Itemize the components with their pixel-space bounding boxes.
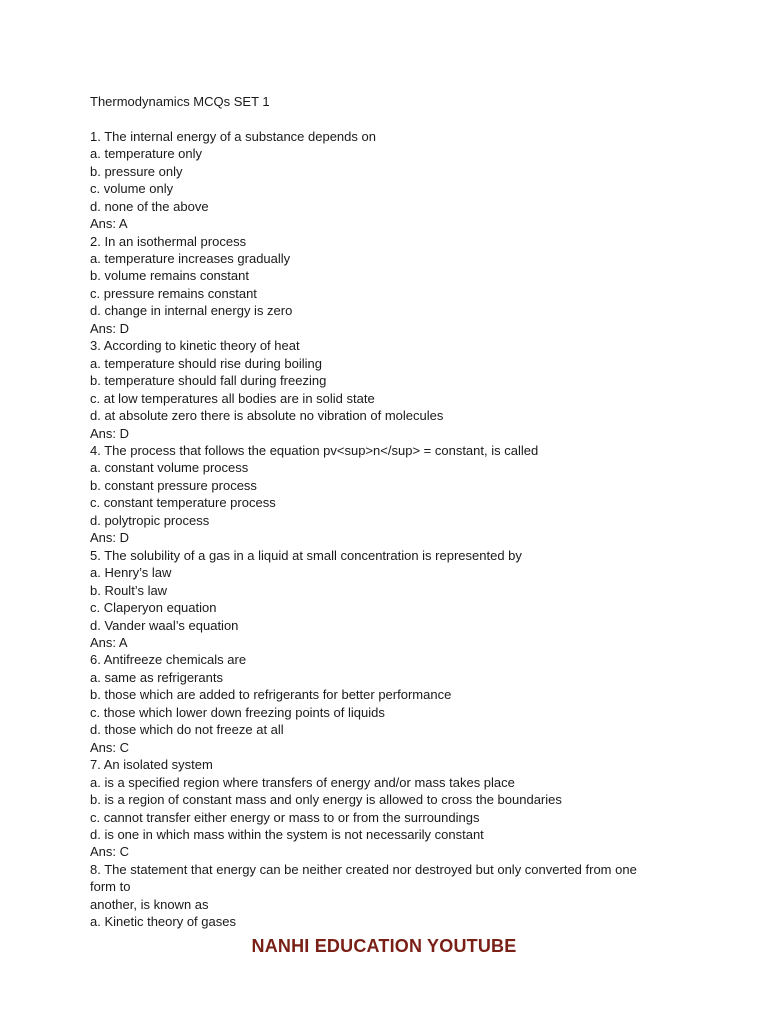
text-line: d. Vander waal’s equation [90, 617, 239, 633]
text-line: Ans: A [90, 634, 128, 650]
text-line: 4. The process that follows the equation pv<sup>n</sup> = constant, is called [90, 443, 539, 458]
text-line: d. those which do not freeze at all [90, 722, 284, 738]
text-line: c. at low temperatures all bodies are in solid state [90, 390, 375, 406]
channel-footer: NANHI EDUCATION YOUTUBE [251, 936, 517, 956]
text-line: a. temperature increases gradually [90, 251, 291, 267]
text-line: b. is a region of constant mass and only energy is allowed to cross the boundaries [90, 792, 562, 808]
text-line: c. Claperyon equation [90, 600, 217, 616]
text-line: c. cannot transfer either energy or mass to or from the surroundings [90, 809, 480, 825]
text-line: Ans: D [90, 320, 130, 336]
text-line: b. volume remains constant [90, 268, 249, 284]
text-line: b. temperature should fall during freezing [90, 373, 327, 389]
text-line: c. volume only [90, 181, 174, 197]
text-line: c. constant temperature process [90, 495, 276, 511]
text-line: 8. The statement that energy can be neither created nor destroyed but only converted from one [90, 861, 637, 877]
text-line: a. Henry’s law [90, 565, 172, 581]
text-line: a. is a specified region where transfers of energy and/or mass takes place [90, 774, 515, 790]
question-list [90, 128, 690, 931]
text-line: a. constant volume process [90, 460, 249, 476]
text-line: Ans: A [90, 216, 128, 232]
text-line: 5. The solubility of a gas in a liquid at small concentration is represented by [90, 547, 522, 563]
text-line: a. same as refrigerants [90, 669, 223, 685]
text-line: Ans: D [90, 530, 130, 546]
text-line: 3. According to kinetic theory of heat [90, 338, 300, 354]
text-line: another, is known as [90, 896, 209, 912]
text-line: a. temperature should rise during boiling [90, 355, 322, 371]
text-line: 2. In an isothermal process [90, 233, 247, 249]
text-line: d. is one in which mass within the system is not necessarily constant [90, 826, 484, 842]
text-line: a. temperature only [90, 146, 203, 162]
text-line: 6. Antifreeze chemicals are [90, 652, 247, 668]
text-line: d. at absolute zero there is absolute no vibration of molecules [90, 408, 444, 424]
text-line: d. polytropic process [90, 512, 210, 528]
text-line: c. pressure remains constant [90, 285, 257, 301]
text-line: 7. An isolated system [90, 757, 213, 773]
text-line: b. pressure only [90, 163, 183, 179]
text-line: form to [90, 879, 131, 895]
text-line: Ans: C [90, 739, 130, 755]
text-line: b. Roult’s law [90, 582, 168, 598]
document-title: Thermodynamics MCQs SET 1 [90, 94, 270, 109]
document-body [90, 93, 690, 931]
text-line: Ans: D [90, 425, 130, 441]
text-line: b. constant pressure process [90, 477, 257, 493]
text-line: d. none of the above [90, 198, 209, 214]
text-line: c. those which lower down freezing points of liquids [90, 704, 385, 720]
text-line: 1. The internal energy of a substance depends on [90, 128, 376, 144]
text-line: Ans: C [90, 844, 130, 860]
text-line: d. change in internal energy is zero [90, 303, 293, 319]
text-line: a. Kinetic theory of gases [90, 914, 236, 930]
text-line: b. those which are added to refrigerants for better performance [90, 687, 452, 703]
